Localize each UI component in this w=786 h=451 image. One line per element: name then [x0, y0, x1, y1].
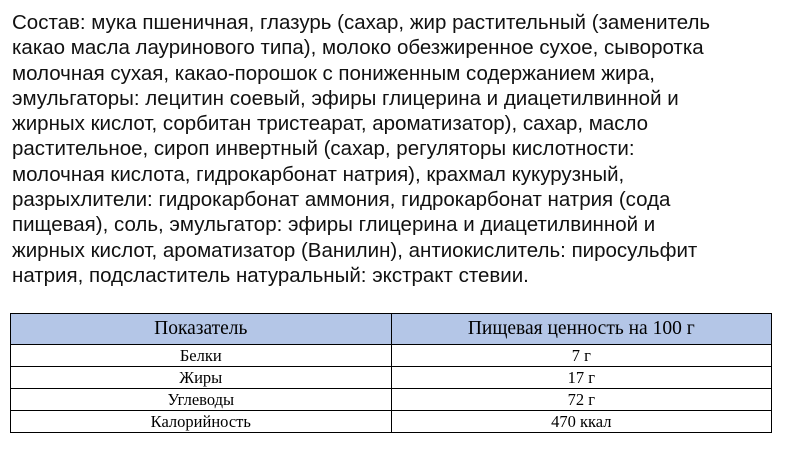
- table-row: [11, 345, 772, 367]
- table-row: [11, 389, 772, 411]
- header-value: Пищевая ценность на 100 г: [391, 314, 771, 345]
- composition-line: эмульгаторы: лецитин соевый, эфиры глицерина и диацетилвинной и: [12, 86, 679, 110]
- composition-line: натрия, подсластитель натуральный: экстракт стевии.: [12, 263, 529, 287]
- value-cell: 7 г: [391, 345, 771, 367]
- indicator-cell: Жиры: [11, 367, 392, 389]
- nutrition-table: [10, 313, 772, 433]
- composition-line: молочная сухая, какао-порошок с пониженным содержанием жира,: [12, 61, 655, 85]
- indicator-cell: Белки: [11, 345, 392, 367]
- indicator-cell: Углеводы: [11, 389, 392, 411]
- composition-line: разрыхлители: гидрокарбонат аммония, гидрокарбонат натрия (сода: [12, 188, 671, 212]
- composition-line: Состав: мука пшеничная, глазурь (сахар, жир растительный (заменитель: [12, 11, 711, 34]
- value-cell: 72 г: [391, 389, 771, 411]
- composition-line: жирных кислот, ароматизатор (Ванилин), антиокислитель: пиросульфит: [12, 238, 698, 262]
- composition-line: молочная кислота, гидрокарбонат натрия), крахмал кукурузный,: [12, 162, 625, 186]
- table-row: [11, 367, 772, 389]
- value-cell: 17 г: [391, 367, 771, 389]
- table-header-row: [11, 314, 772, 345]
- value-cell: 470 ккал: [391, 411, 771, 433]
- composition-text: [12, 10, 782, 288]
- table-row: [11, 411, 772, 433]
- composition-line: какао масла лауринового типа), молоко обезжиренное сухое, сыворотка: [12, 36, 704, 60]
- header-indicator: Показатель: [11, 314, 392, 345]
- composition-line: растительное, сироп инвертный (сахар, регуляторы кислотности:: [12, 137, 635, 161]
- indicator-cell: Калорийность: [11, 411, 392, 433]
- composition-line: пищевая), соль, эмульгатор: эфиры глицерина и диацетилвинной и: [12, 213, 656, 237]
- composition-line: жирных кислот, сорбитан тристеарат, ароматизатор), сахар, масло: [12, 112, 649, 136]
